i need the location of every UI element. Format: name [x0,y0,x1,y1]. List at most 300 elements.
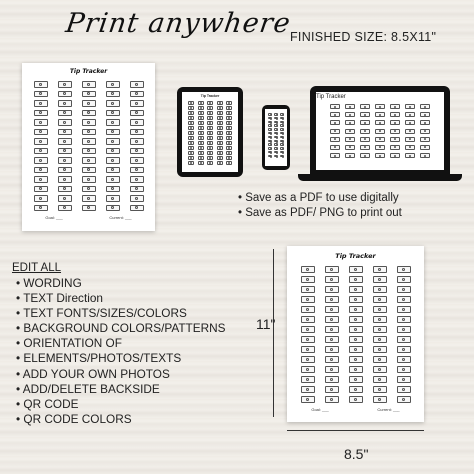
dollar-bill-icon [349,326,363,333]
dollar-bill-icon [349,376,363,383]
dollar-bill-icon [226,106,232,110]
dollar-bill-icon [373,376,387,383]
dollar-bill-icon [34,186,48,193]
width-dimension-line [287,430,424,431]
dollar-bill-icon [274,155,278,158]
dollar-bill-icon [274,143,278,146]
dollar-bill-icon [360,137,370,142]
dollar-bill-icon [268,117,272,120]
dollar-bill-icon [188,156,194,160]
dollar-bill-icon [280,151,284,154]
dollar-bill-icon [349,316,363,323]
dollar-bill-icon [397,376,411,383]
dollar-bill-icon [280,140,284,143]
dollar-bill-icon [420,120,430,125]
dollar-bill-icon [349,366,363,373]
dollar-bill-icon [390,145,400,150]
dollar-bill-icon [82,157,96,164]
dollar-bill-icon [207,141,213,145]
dollar-bill-icon [397,346,411,353]
dollar-bill-icon [325,306,339,313]
dollar-bill-icon [217,136,223,140]
dollar-bill-icon [274,128,278,131]
dollar-bill-icon [301,346,315,353]
dollar-bill-icon [280,147,284,150]
dollar-bill-icon [373,276,387,283]
dollar-bill-icon [82,176,96,183]
dollar-bill-icon [325,336,339,343]
dollar-bill-icon [268,132,272,135]
dollar-bill-icon [420,145,430,150]
dollar-bill-icon [274,136,278,139]
dollar-bill-icon [106,167,120,174]
dollar-bill-icon [301,396,315,403]
dollar-bill-icon [34,176,48,183]
dollar-bill-icon [301,366,315,373]
dollar-bill-icon [345,137,355,142]
dollar-bill-icon [349,296,363,303]
dollar-bill-icon [360,129,370,134]
dollar-bill-icon [217,161,223,165]
feature-list [238,191,402,221]
dollar-bill-icon [130,91,144,98]
dollar-bill-icon [106,138,120,145]
dollar-bill-icon [397,386,411,393]
dollar-bill-icon [82,167,96,174]
dollar-bill-icon [207,161,213,165]
dollar-bill-icon [106,91,120,98]
dollar-bill-icon [325,326,339,333]
dollar-bill-icon [301,376,315,383]
dollar-bill-icon [82,119,96,126]
dollar-bill-icon [390,153,400,158]
dollar-bill-icon [198,121,204,125]
dollar-bill-icon [274,124,278,127]
dollar-bill-icon [226,156,232,160]
dollar-bill-icon [198,116,204,120]
edit-item: • TEXT FONTS/SIZES/COLORS [16,306,226,321]
dollar-bill-icon [58,186,72,193]
dollar-bill-icon [34,100,48,107]
dollar-bill-icon [373,316,387,323]
dollar-bill-icon [130,129,144,136]
dollar-bill-icon [280,136,284,139]
dollar-bill-icon [373,346,387,353]
dollar-bill-icon [58,91,72,98]
dollar-bill-icon [268,140,272,143]
tablet-screen [182,92,238,172]
dollar-bill-icon [301,276,315,283]
dollar-bill-icon [188,126,194,130]
dollar-bill-icon [106,129,120,136]
dollar-bill-icon [58,157,72,164]
dollar-bill-icon [130,167,144,174]
dollar-bill-icon [34,167,48,174]
dollar-bill-icon [420,153,430,158]
edit-item: • TEXT Direction [16,291,226,306]
dollar-bill-icon [82,100,96,107]
tablet-bill-grid [182,101,238,165]
dollar-bill-icon [325,316,339,323]
height-dimension-line [273,249,274,417]
dollar-bill-icon [58,100,72,107]
dollar-bill-icon [420,137,430,142]
dollar-bill-icon [34,148,48,155]
dollar-bill-icon [130,176,144,183]
laptop-screen [316,92,444,170]
feature-item: • Save as a PDF to use digitally [238,191,402,206]
dollar-bill-icon [130,205,144,212]
dollar-bill-icon [226,131,232,135]
dollar-bill-icon [226,146,232,150]
dollar-bill-icon [360,104,370,109]
dollar-bill-icon [301,386,315,393]
dollar-bill-icon [349,346,363,353]
bill-grid [22,81,155,211]
dollar-bill-icon [226,116,232,120]
dollar-bill-icon [397,286,411,293]
dollar-bill-icon [217,111,223,115]
dollar-bill-icon [325,396,339,403]
dollar-bill-icon [34,205,48,212]
tracker-title: Tip Tracker [69,68,108,75]
dollar-bill-icon [325,276,339,283]
dollar-bill-icon [34,91,48,98]
dollar-bill-icon [217,116,223,120]
dollar-bill-icon [82,138,96,145]
dollar-bill-icon [188,161,194,165]
current-label: Current: ___ [109,215,132,220]
dollar-bill-icon [373,266,387,273]
dollar-bill-icon [226,161,232,165]
dollar-bill-icon [373,396,387,403]
dollar-bill-icon [188,146,194,150]
dollar-bill-icon [106,186,120,193]
dollar-bill-icon [349,386,363,393]
dollar-bill-icon [325,366,339,373]
dollar-bill-icon [188,121,194,125]
dollar-bill-icon [130,110,144,117]
dollar-bill-icon [130,119,144,126]
dollar-bill-icon [207,111,213,115]
dollar-bill-icon [349,356,363,363]
dollar-bill-icon [397,296,411,303]
dollar-bill-icon [82,186,96,193]
dollar-bill-icon [207,136,213,140]
dollar-bill-icon [82,205,96,212]
dollar-bill-icon [226,136,232,140]
dollar-bill-icon [373,356,387,363]
dollar-bill-icon [301,296,315,303]
dollar-bill-icon [106,119,120,126]
dollar-bill-icon [106,195,120,202]
edit-item: • ORIENTATION OF [16,336,226,351]
dollar-bill-icon [301,356,315,363]
edit-item: • ADD/DELETE BACKSIDE [16,382,226,397]
dollar-bill-icon [330,153,340,158]
dollar-bill-icon [397,336,411,343]
dollar-bill-icon [375,104,385,109]
dollar-bill-icon [188,111,194,115]
dollar-bill-icon [325,296,339,303]
dollar-bill-icon [373,326,387,333]
edit-item: • ELEMENTS/PHOTOS/TEXTS [16,351,226,366]
dollar-bill-icon [58,195,72,202]
dollar-bill-icon [420,112,430,117]
phone-bill-grid [265,113,287,157]
dollar-bill-icon [397,326,411,333]
dollar-bill-icon [82,110,96,117]
dollar-bill-icon [34,110,48,117]
dollar-bill-icon [375,112,385,117]
dollar-bill-icon [106,81,120,88]
dollar-bill-icon [58,205,72,212]
dollar-bill-icon [349,396,363,403]
dollar-bill-icon [217,156,223,160]
dollar-bill-icon [349,276,363,283]
dollar-bill-icon [397,396,411,403]
dollar-bill-icon [360,153,370,158]
dollar-bill-icon [130,186,144,193]
dollar-bill-icon [82,129,96,136]
large-tracker-footer [287,407,424,412]
dollar-bill-icon [280,124,284,127]
dollar-bill-icon [106,205,120,212]
dollar-bill-icon [301,326,315,333]
dollar-bill-icon [375,137,385,142]
dollar-bill-icon [349,306,363,313]
dollar-bill-icon [207,101,213,105]
dollar-bill-icon [188,106,194,110]
dollar-bill-icon [301,266,315,273]
dollar-bill-icon [345,129,355,134]
dollar-bill-icon [130,100,144,107]
dollar-bill-icon [217,126,223,130]
dollar-bill-icon [268,124,272,127]
dollar-bill-icon [198,141,204,145]
dollar-bill-icon [274,140,278,143]
dollar-bill-icon [198,131,204,135]
dollar-bill-icon [274,121,278,124]
dollar-bill-icon [390,104,400,109]
dollar-bill-icon [82,148,96,155]
dollar-bill-icon [226,141,232,145]
dollar-bill-icon [198,101,204,105]
dollar-bill-icon [217,121,223,125]
dollar-bill-icon [274,132,278,135]
dollar-bill-icon [360,120,370,125]
dollar-bill-icon [268,147,272,150]
dollar-bill-icon [34,195,48,202]
edit-all-heading: EDIT ALL [12,262,62,274]
dollar-bill-icon [198,111,204,115]
tracker-sheet-small [22,63,155,231]
dollar-bill-icon [268,128,272,131]
large-bill-grid [287,266,424,403]
dollar-bill-icon [106,110,120,117]
edit-item: • QR CODE COLORS [16,412,226,427]
script-title: Print anywhere [63,8,293,39]
dollar-bill-icon [397,366,411,373]
dollar-bill-icon [106,148,120,155]
dollar-bill-icon [188,101,194,105]
dollar-bill-icon [330,137,340,142]
dollar-bill-icon [207,116,213,120]
dollar-bill-icon [226,126,232,130]
tracker-footer [22,215,155,220]
dollar-bill-icon [301,336,315,343]
dollar-bill-icon [130,81,144,88]
dollar-bill-icon [330,104,340,109]
dollar-bill-icon [345,145,355,150]
dollar-bill-icon [217,131,223,135]
dollar-bill-icon [217,141,223,145]
dollar-bill-icon [34,119,48,126]
edit-item: • WORDING [16,276,226,291]
dollar-bill-icon [405,137,415,142]
dollar-bill-icon [349,336,363,343]
dollar-bill-icon [274,151,278,154]
dollar-bill-icon [188,131,194,135]
dollar-bill-icon [58,129,72,136]
dollar-bill-icon [268,121,272,124]
dollar-bill-icon [301,316,315,323]
dollar-bill-icon [405,153,415,158]
laptop-base [298,174,462,181]
dollar-bill-icon [207,151,213,155]
dollar-bill-icon [390,129,400,134]
dollar-bill-icon [217,101,223,105]
laptop-tracker-title: Tip Tracker [316,94,346,100]
dollar-bill-icon [325,356,339,363]
finished-size-label: FINISHED SIZE: 8.5X11" [290,30,437,44]
dollar-bill-icon [130,195,144,202]
dollar-bill-icon [325,346,339,353]
dollar-bill-icon [82,91,96,98]
dollar-bill-icon [34,157,48,164]
dollar-bill-icon [188,141,194,145]
dollar-bill-icon [360,145,370,150]
dollar-bill-icon [58,167,72,174]
phone-screen [265,109,287,166]
dollar-bill-icon [345,104,355,109]
dollar-bill-icon [58,138,72,145]
dollar-bill-icon [405,120,415,125]
dollar-bill-icon [280,128,284,131]
dollar-bill-icon [325,286,339,293]
dollar-bill-icon [58,110,72,117]
dollar-bill-icon [330,112,340,117]
tablet-device [177,87,243,177]
dollar-bill-icon [375,120,385,125]
dollar-bill-icon [207,146,213,150]
dollar-bill-icon [397,276,411,283]
dollar-bill-icon [301,286,315,293]
dollar-bill-icon [390,112,400,117]
dollar-bill-icon [274,117,278,120]
dollar-bill-icon [349,266,363,273]
dollar-bill-icon [325,266,339,273]
dollar-bill-icon [349,286,363,293]
dollar-bill-icon [375,129,385,134]
dollar-bill-icon [268,113,272,116]
feature-item: • Save as PDF/ PNG to print out [238,206,402,221]
dollar-bill-icon [345,153,355,158]
dollar-bill-icon [188,116,194,120]
phone-device [262,105,290,170]
edit-list [16,276,226,427]
dollar-bill-icon [280,121,284,124]
dollar-bill-icon [226,121,232,125]
dollar-bill-icon [188,136,194,140]
dollar-bill-icon [390,120,400,125]
dollar-bill-icon [397,356,411,363]
dollar-bill-icon [330,120,340,125]
dollar-bill-icon [207,121,213,125]
dollar-bill-icon [198,136,204,140]
dollar-bill-icon [130,157,144,164]
dollar-bill-icon [405,112,415,117]
goal-label: Goal: ___ [311,407,329,412]
dollar-bill-icon [301,306,315,313]
width-dimension-label: 8.5" [344,446,369,462]
edit-item: • ADD YOUR OWN PHOTOS [16,367,226,382]
dollar-bill-icon [360,112,370,117]
dollar-bill-icon [405,129,415,134]
dollar-bill-icon [280,113,284,116]
dollar-bill-icon [373,386,387,393]
dollar-bill-icon [397,266,411,273]
dollar-bill-icon [58,176,72,183]
dollar-bill-icon [130,138,144,145]
dollar-bill-icon [82,195,96,202]
dollar-bill-icon [390,137,400,142]
laptop-bill-grid [316,104,444,158]
edit-item: • QR CODE [16,397,226,412]
dollar-bill-icon [420,129,430,134]
dollar-bill-icon [274,147,278,150]
dollar-bill-icon [217,146,223,150]
edit-item: • BACKGROUND COLORS/PATTERNS [16,321,226,336]
dollar-bill-icon [280,132,284,135]
dollar-bill-icon [217,151,223,155]
goal-label: Goal: ___ [45,215,63,220]
dollar-bill-icon [198,151,204,155]
dollar-bill-icon [280,117,284,120]
dollar-bill-icon [405,104,415,109]
dollar-bill-icon [373,336,387,343]
dollar-bill-icon [373,366,387,373]
dollar-bill-icon [58,81,72,88]
dollar-bill-icon [373,306,387,313]
laptop-device [310,86,450,174]
dollar-bill-icon [198,106,204,110]
dollar-bill-icon [198,126,204,130]
dollar-bill-icon [373,286,387,293]
dollar-bill-icon [397,306,411,313]
dollar-bill-icon [226,101,232,105]
dollar-bill-icon [375,145,385,150]
dollar-bill-icon [226,111,232,115]
dollar-bill-icon [345,120,355,125]
dollar-bill-icon [268,151,272,154]
tracker-sheet-large [287,246,424,422]
dollar-bill-icon [268,143,272,146]
dollar-bill-icon [325,386,339,393]
dollar-bill-icon [58,119,72,126]
dollar-bill-icon [207,126,213,130]
dollar-bill-icon [330,145,340,150]
